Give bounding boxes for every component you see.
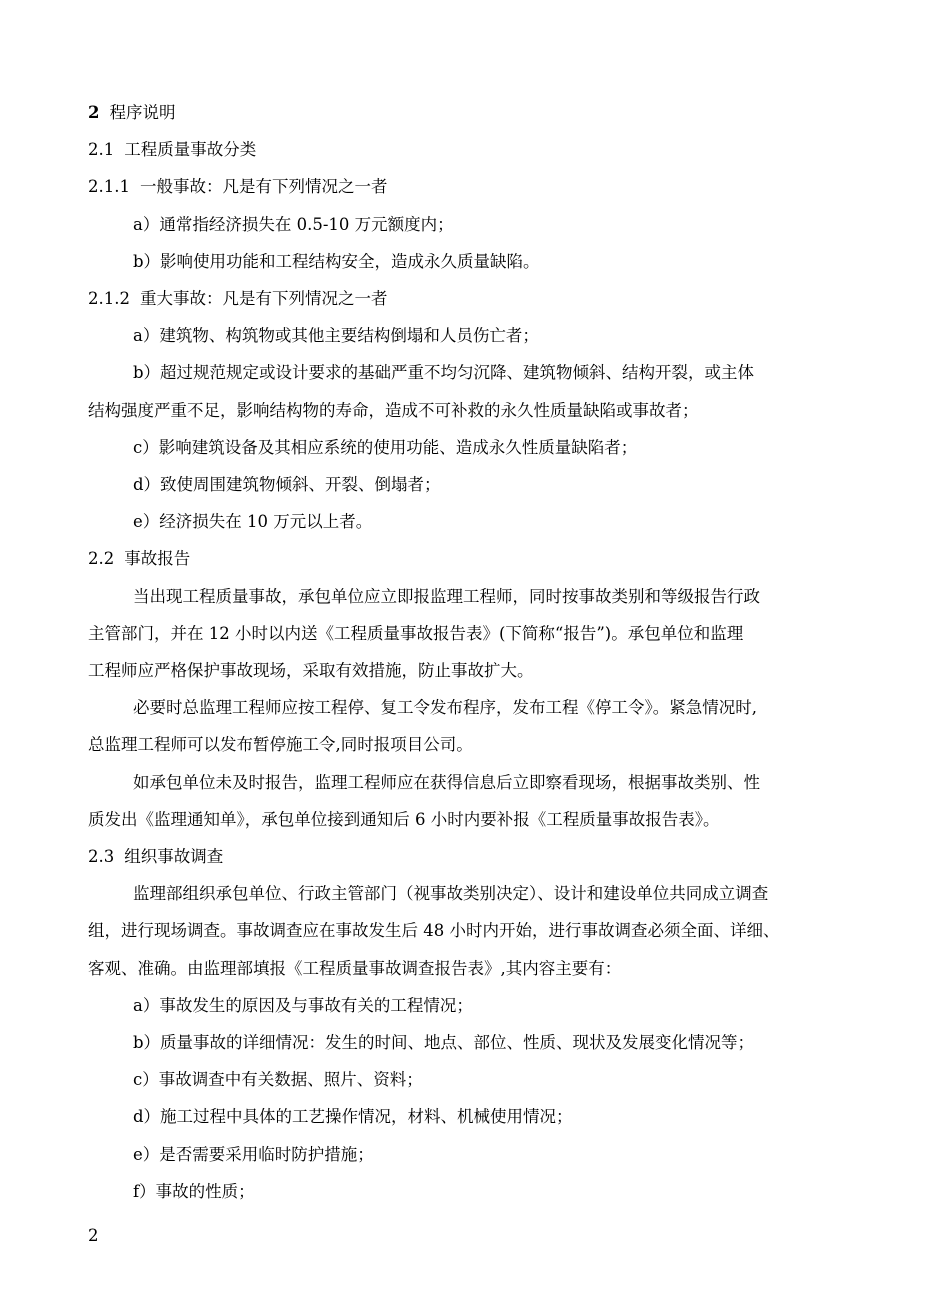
list-item: b）影响使用功能和工程结构安全，造成永久质量缺陷。	[133, 251, 540, 271]
paragraph-line: 如承包单位未及时报告，监理工程师应在获得信息后立即察看现场，根据事故类别、性	[133, 772, 760, 792]
page-number: 2	[88, 1226, 99, 1245]
subsection-title: 一般事故：凡是有下列情况之一者	[139, 177, 388, 197]
section-title: 程序说明	[109, 103, 176, 122]
list-item: b）超过规范规定或设计要求的基础严重不均匀沉降、建筑物倾斜、结构开裂，或主体	[133, 363, 755, 383]
paragraph-line: 总监理工程师可以发布暂停施工令,同时报项目公司。	[88, 735, 473, 755]
subsection-number: 2.1	[88, 140, 115, 160]
list-item: e）经济损失在 10 万元以上者。	[133, 512, 373, 532]
subsection-title: 组织事故调查	[124, 847, 224, 867]
subsection-heading-2-1-2	[88, 280, 868, 317]
subsection-title: 工程质量事故分类	[124, 140, 257, 160]
list-item: c）影响建筑设备及其相应系统的使用功能、造成永久性质量缺陷者；	[133, 437, 638, 457]
list-item: d）致使周围建筑物倾斜、开裂、倒塌者；	[133, 475, 441, 495]
subsection-number: 2.3	[88, 847, 115, 867]
list-item: e）是否需要采用临时防护措施；	[133, 1144, 374, 1164]
list-item: f）事故的性质；	[133, 1181, 255, 1201]
subsection-number: 2.1.1	[88, 177, 130, 197]
paragraph-line: 客观、准确。由监理部填报《工程质量事故调查报告表》,其内容主要有：	[88, 958, 622, 978]
subsection-heading-2-1	[88, 131, 868, 168]
list-item: a）通常指经济损失在 0.5-10 万元额度内；	[133, 214, 454, 234]
paragraph-line: 监理部组织承包单位、行政主管部门（视事故类别决定）、设计和建设单位共同成立调查	[133, 884, 769, 904]
subsection-title: 重大事故：凡是有下列情况之一者	[139, 289, 388, 309]
subsection-heading-2-1-1	[88, 168, 868, 205]
list-item: b）质量事故的详细情况：发生的时间、地点、部位、性质、现状及发展变化情况等；	[133, 1033, 755, 1053]
list-item: c）事故调查中有关数据、照片、资料；	[133, 1070, 423, 1090]
document-body	[88, 94, 868, 1210]
subsection-title: 事故报告	[124, 549, 191, 569]
subsection-number: 2.1.2	[88, 289, 130, 309]
paragraph-line: 工程师应严格保护事故现场，采取有效措施，防止事故扩大。	[88, 661, 534, 681]
subsection-heading-2-2	[88, 540, 868, 577]
subsection-heading-2-3	[88, 838, 868, 875]
list-item: d）施工过程中具体的工艺操作情况，材料、机械使用情况；	[133, 1107, 573, 1127]
paragraph-line: 必要时总监理工程师应按工程停、复工令发布程序，发布工程《停工令》。紧急情况时,	[133, 698, 757, 718]
list-item: a）建筑物、构筑物或其他主要结构倒塌和人员伤亡者；	[133, 326, 539, 346]
list-item-continuation: 结构强度严重不足，影响结构物的寿命，造成不可补救的永久性质量缺陷或事故者；	[88, 400, 699, 420]
list-item: a）事故发生的原因及与事故有关的工程情况；	[133, 995, 473, 1015]
section-heading-2	[88, 94, 868, 131]
subsection-number: 2.2	[88, 549, 115, 569]
paragraph-line: 质发出《监理通知单》，承包单位接到通知后 6 小时内要补报《工程质量事故报告表》。	[88, 809, 720, 829]
paragraph-line: 主管部门，并在 12 小时以内送《工程质量事故报告表》(下简称“报告”)。承包单位和监理	[88, 623, 744, 643]
paragraph-line: 当出现工程质量事故，承包单位应立即报监理工程师，同时按事故类别和等级报告行政	[133, 586, 760, 606]
section-number: 2	[88, 103, 100, 122]
paragraph-line: 组，进行现场调查。事故调查应在事故发生后 48 小时内开始，进行事故调查必须全面、详细、	[88, 921, 780, 941]
